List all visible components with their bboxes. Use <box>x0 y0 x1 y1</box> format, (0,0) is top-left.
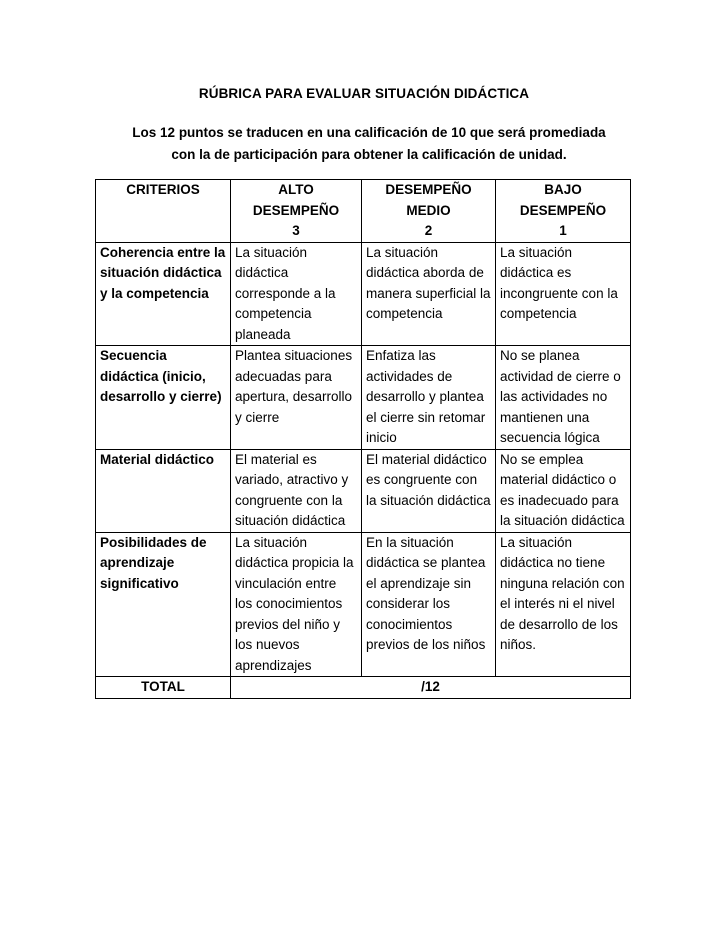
header-bajo-desempeno <box>496 180 631 243</box>
header-alto-desempeno <box>231 180 362 243</box>
header-line: DESEMPEÑO <box>252 202 340 218</box>
table-row <box>96 532 631 677</box>
criterion-cell: Secuencia didáctica (inicio, desarrollo y cierre) <box>96 346 231 450</box>
header-desempeno-medio <box>362 180 496 243</box>
header-line: ALTO <box>278 182 314 197</box>
header-score: 1 <box>559 223 567 238</box>
high-performance-cell: El material es variado, atractivo y congruente con la situación didáctica <box>231 449 362 532</box>
medium-performance-cell: La situación didáctica aborda de manera superficial la competencia <box>362 242 496 346</box>
total-row <box>96 677 631 699</box>
table-row <box>96 449 631 532</box>
medium-performance-cell: El material didáctico es congruente con la situación didáctica <box>362 449 496 532</box>
table-row <box>96 242 631 346</box>
medium-performance-cell: En la situación didáctica se plantea el aprendizaje sin considerar los conocimientos previos de los niños <box>362 532 496 677</box>
intro-line: con la de participación para obtener la calificación de unidad. <box>171 147 567 162</box>
total-value: /12 <box>231 677 631 699</box>
medium-performance-cell: Enfatiza las actividades de desarrollo y plantea el cierre sin retomar inicio <box>362 346 496 450</box>
low-performance-cell: La situación didáctica es incongruente con la competencia <box>496 242 631 346</box>
table-row <box>96 346 631 450</box>
total-label: TOTAL <box>96 677 231 699</box>
header-criterios <box>96 180 231 243</box>
low-performance-cell: No se planea actividad de cierre o las actividades no mantienen una secuencia lógica <box>496 346 631 450</box>
high-performance-cell: La situación didáctica corresponde a la competencia planeada <box>231 242 362 346</box>
high-performance-cell: La situación didáctica propicia la vinculación entre los conocimientos previos del niño y los nuevos aprendizajes <box>231 532 362 677</box>
low-performance-cell: No se emplea material didáctico o es inadecuado para la situación didáctica <box>496 449 631 532</box>
header-score: 2 <box>424 223 433 238</box>
intro-line: Los 12 puntos se traducen en una calificación de 10 que será promediada <box>132 125 606 140</box>
high-performance-cell: Plantea situaciones adecuadas para apertura, desarrollo y cierre <box>231 346 362 450</box>
header-line: CRITERIOS <box>126 182 200 197</box>
intro-paragraph <box>104 122 634 166</box>
criterion-cell: Coherencia entre la situación didáctica y la competencia <box>96 242 231 346</box>
header-line: BAJO <box>544 182 582 197</box>
page-title: RÚBRICA PARA EVALUAR SITUACIÓN DIDÁCTICA <box>198 86 530 101</box>
header-line: DESEMPEÑO <box>385 182 472 197</box>
header-line: MEDIO <box>406 202 451 218</box>
header-line: DESEMPEÑO <box>519 202 607 218</box>
table-header-row <box>96 180 631 243</box>
low-performance-cell: La situación didáctica no tiene ninguna relación con el interés ni el nivel de desarrollo de los niños. <box>496 532 631 677</box>
header-score: 3 <box>292 223 300 238</box>
criterion-cell: Material didáctico <box>96 449 231 532</box>
rubric-table <box>95 179 631 699</box>
criterion-cell: Posibilidades de aprendizaje significativo <box>96 532 231 677</box>
